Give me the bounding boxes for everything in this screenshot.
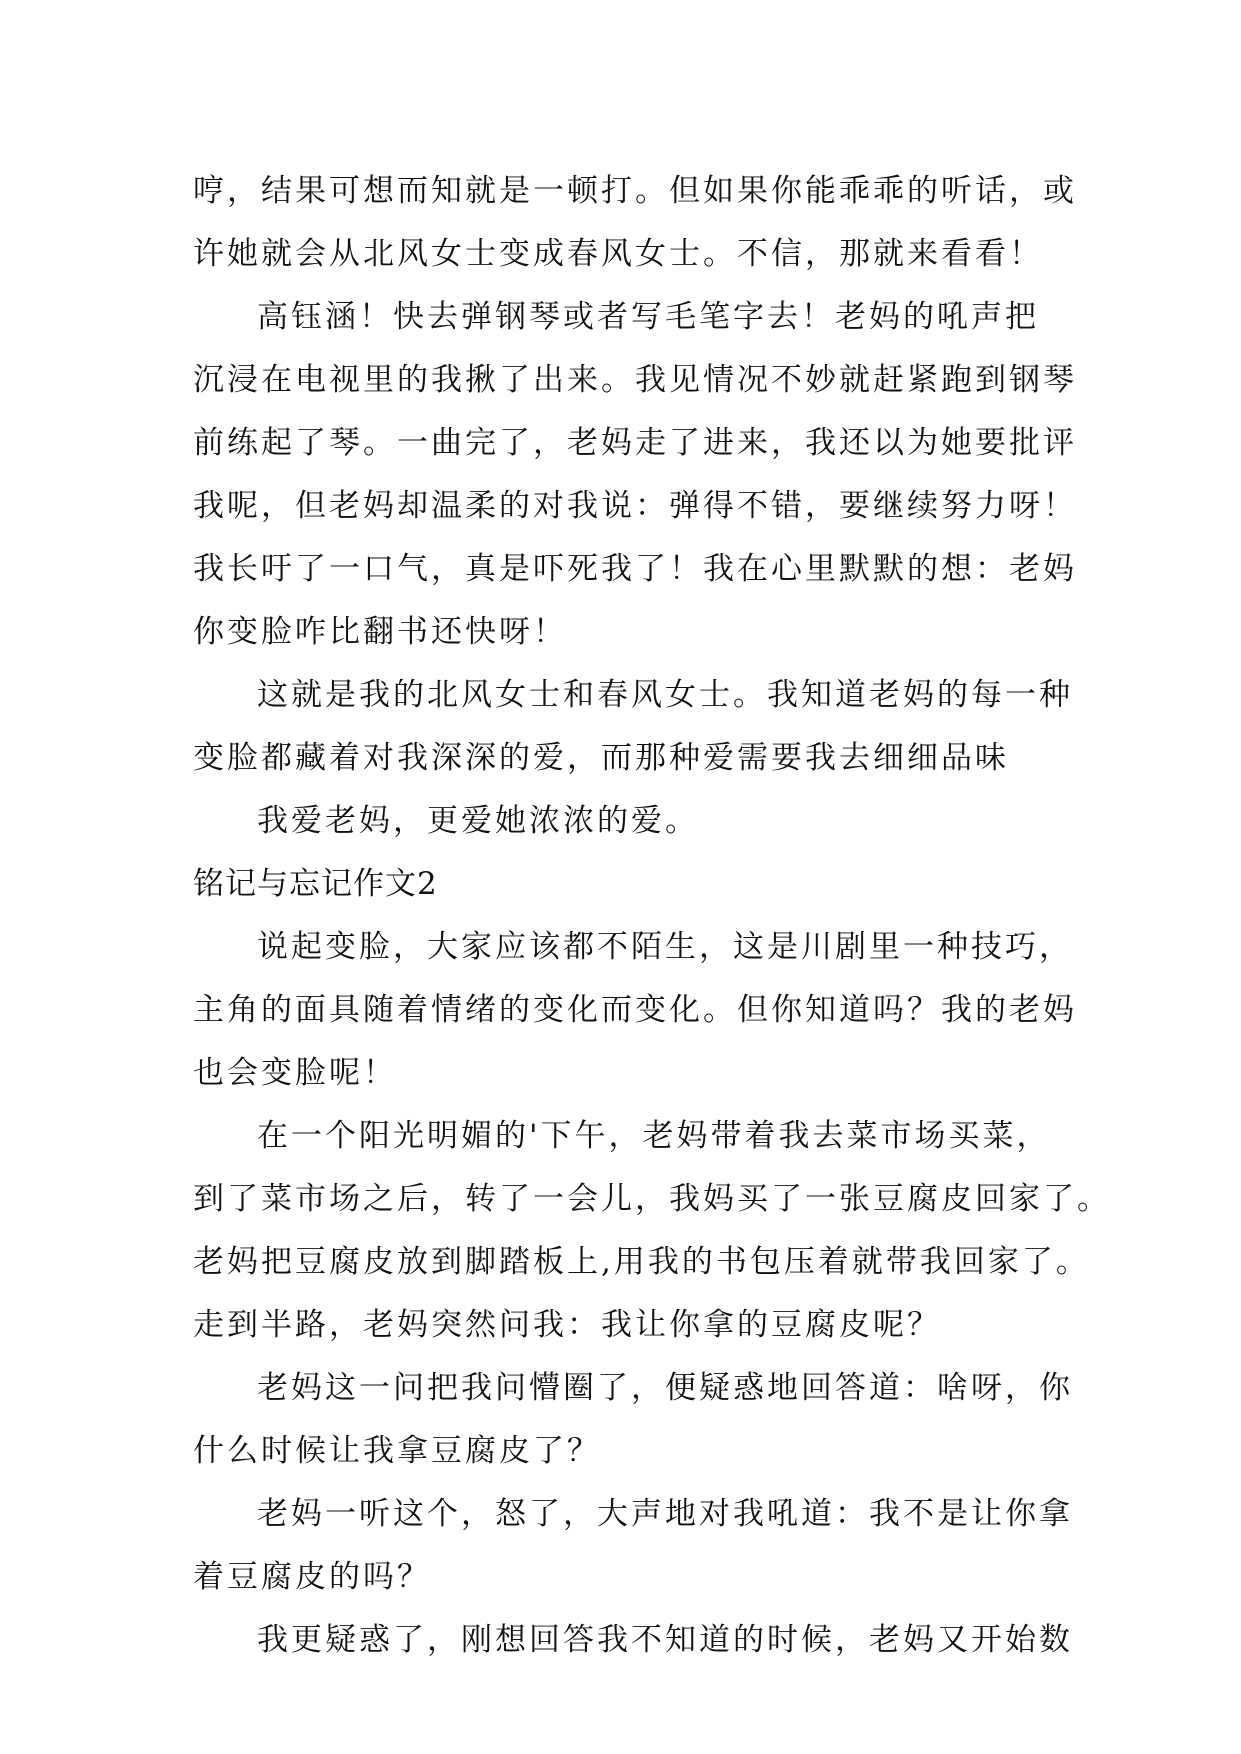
paragraph-line: 我爱老妈，更爱她浓浓的爱。 bbox=[257, 803, 699, 839]
paragraph-line: 到了菜市场之后，转了一会儿，我妈买了一张豆腐皮回家了。 bbox=[193, 1181, 1111, 1217]
paragraph-line: 你变脸咋比翻书还快呀！ bbox=[193, 614, 567, 650]
paragraph-line: 许她就会从北风女士变成春风女士。不信，那就来看看！ bbox=[193, 236, 1043, 272]
document-body bbox=[193, 160, 1111, 1672]
section-heading: 铭记与忘记作文2 bbox=[193, 866, 438, 902]
paragraph-line: 这就是我的北风女士和春风女士。我知道老妈的每一种 bbox=[257, 677, 1073, 713]
paragraph-line: 沉浸在电视里的我揪了出来。我见情况不妙就赶紧跑到钢琴 bbox=[193, 362, 1077, 398]
paragraph-line: 老妈把豆腐皮放到脚踏板上,用我的书包压着就带我回家了。 bbox=[193, 1244, 1090, 1280]
paragraph-line: 也会变脸呢！ bbox=[193, 1055, 397, 1091]
paragraph-line: 老妈这一问把我问懵圈了，便疑惑地回答道：啥呀，你 bbox=[257, 1370, 1073, 1406]
paragraph-line: 前练起了琴。一曲完了，老妈走了进来，我还以为她要批评 bbox=[193, 425, 1077, 461]
paragraph-line: 变脸都藏着对我深深的爱，而那种爱需要我去细细品味 bbox=[193, 740, 1009, 776]
paragraph-line: 在一个阳光明媚的'下午，老妈带着我去菜市场买菜， bbox=[257, 1118, 1051, 1154]
paragraph-line: 老妈一听这个，怒了，大声地对我吼道：我不是让你拿 bbox=[257, 1496, 1073, 1532]
paragraph-line: 走到半路，老妈突然问我：我让你拿的豆腐皮呢？ bbox=[193, 1307, 941, 1343]
paragraph-line: 我更疑惑了，刚想回答我不知道的时候，老妈又开始数 bbox=[257, 1622, 1073, 1658]
paragraph-line: 我长吁了一口气，真是吓死我了！我在心里默默的想：老妈 bbox=[193, 551, 1077, 587]
paragraph-line: 我呢，但老妈却温柔的对我说：弹得不错，要继续努力呀！ bbox=[193, 488, 1077, 524]
paragraph-line: 说起变脸，大家应该都不陌生，这是川剧里一种技巧， bbox=[257, 929, 1073, 965]
paragraph-line: 什么时候让我拿豆腐皮了？ bbox=[193, 1433, 601, 1469]
paragraph-line: 哼，结果可想而知就是一顿打。但如果你能乖乖的听话，或 bbox=[193, 173, 1077, 209]
paragraph-line: 主角的面具随着情绪的变化而变化。但你知道吗？我的老妈 bbox=[193, 992, 1077, 1028]
paragraph-line: 高钰涵！快去弹钢琴或者写毛笔字去！老妈的吼声把 bbox=[257, 299, 1039, 335]
paragraph-line: 着豆腐皮的吗？ bbox=[193, 1559, 431, 1595]
